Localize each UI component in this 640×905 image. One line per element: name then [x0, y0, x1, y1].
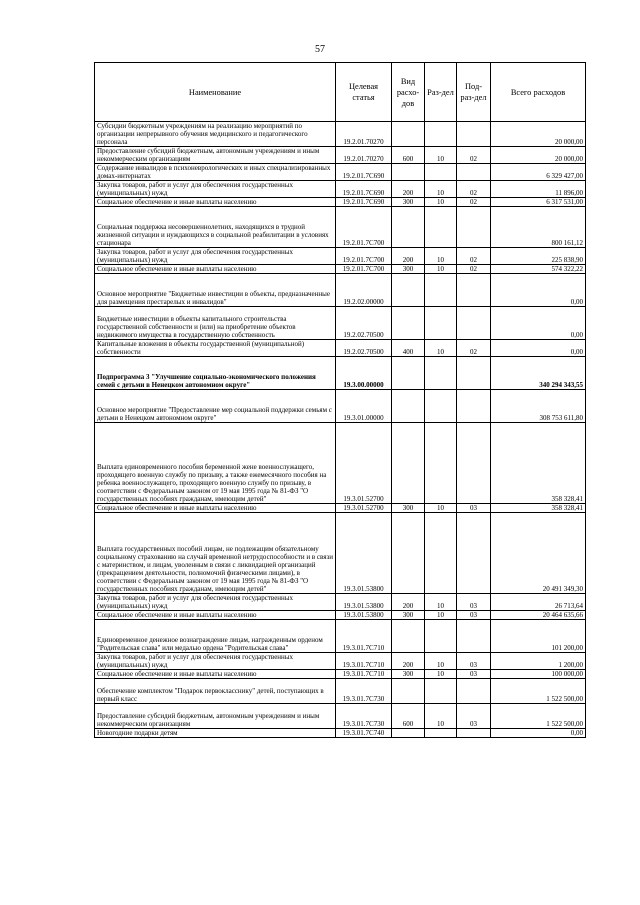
row-target-code: 19.3.01.7С710 — [336, 620, 392, 653]
row-amount: 6 329 427,00 — [491, 164, 586, 181]
row-section — [425, 729, 457, 738]
row-expense-kind — [392, 679, 425, 704]
row-amount: 1 522 500,00 — [491, 704, 586, 729]
row-subsection: 02 — [457, 181, 491, 198]
row-section: 10 — [425, 670, 457, 679]
row-target-code: 19.3.01.53800 — [336, 611, 392, 620]
table-row — [95, 207, 586, 248]
table-row — [95, 198, 586, 207]
page-number: 57 — [315, 44, 325, 55]
row-name: Социальное обеспечение и иные выплаты населению — [95, 198, 336, 207]
row-target-code: 19.2.01.7С690 — [336, 181, 392, 198]
row-name: Предоставление субсидий бюджетным, автономным учреждениям и иным некоммерческим организациям — [95, 704, 336, 729]
budget-table — [94, 62, 586, 738]
row-expense-kind — [392, 207, 425, 248]
row-target-code: 19.2.01.7С700 — [336, 207, 392, 248]
row-amount: 0,00 — [491, 274, 586, 307]
row-name: Капитальные вложения в объекты государственной (муниципальной) собственности — [95, 340, 336, 357]
row-section — [425, 307, 457, 340]
row-target-code: 19.3.01.00000 — [336, 390, 392, 423]
row-expense-kind — [392, 513, 425, 594]
row-subsection — [457, 274, 491, 307]
row-expense-kind: 200 — [392, 594, 425, 611]
row-target-code: 19.3.01.7С730 — [336, 679, 392, 704]
table-row — [95, 620, 586, 653]
table-row — [95, 390, 586, 423]
row-target-code: 19.3.01.53800 — [336, 513, 392, 594]
row-expense-kind — [392, 164, 425, 181]
row-amount: 0,00 — [491, 729, 586, 738]
header-target: Целевая статья — [336, 63, 392, 122]
row-section: 10 — [425, 265, 457, 274]
row-expense-kind: 600 — [392, 147, 425, 164]
row-name: Закупка товаров, работ и услуг для обеспечения государственных (муниципальных) нужд — [95, 181, 336, 198]
row-expense-kind: 300 — [392, 611, 425, 620]
row-subsection: 02 — [457, 340, 491, 357]
row-expense-kind — [392, 274, 425, 307]
row-section — [425, 207, 457, 248]
row-amount: 11 896,00 — [491, 181, 586, 198]
row-subsection: 02 — [457, 265, 491, 274]
row-amount: 26 713,64 — [491, 594, 586, 611]
row-name: Субсидии бюджетным учреждениям на реализацию мероприятий по организации непрерывного обучения медицинского и педагогического персонала — [95, 122, 336, 147]
row-name: Основное мероприятие "Предоставление мер социальной поддержки семьям с детьми в Ненецком автономном округе" — [95, 390, 336, 423]
row-target-code: 19.2.01.7С690 — [336, 164, 392, 181]
row-name: Содержание инвалидов в психоневрологических и иных специализированных домах-интернатах — [95, 164, 336, 181]
table-row — [95, 729, 586, 738]
row-name: Социальная поддержка несовершеннолетних, находящихся в трудной жизненной ситуации и нуждающихся в социальной реабилитации в условиях стационара — [95, 207, 336, 248]
row-section — [425, 620, 457, 653]
row-section — [425, 122, 457, 147]
row-subsection — [457, 513, 491, 594]
table-row — [95, 274, 586, 307]
row-amount: 308 753 611,80 — [491, 390, 586, 423]
row-section — [425, 513, 457, 594]
row-target-code: 19.2.01.7С700 — [336, 248, 392, 265]
row-section: 10 — [425, 181, 457, 198]
table-row — [95, 704, 586, 729]
table-row — [95, 611, 586, 620]
row-subsection: 02 — [457, 248, 491, 265]
row-name: Единовременное денежное вознаграждение лицам, награжденным орденом "Родительская слава" или медалью ордена "Родительская слава" — [95, 620, 336, 653]
row-name: Бюджетные инвестиции в объекты капитального строительства государственной собственности и (или) на приобретение объектов недвижимого имущества в государственную собственность — [95, 307, 336, 340]
table-row — [95, 423, 586, 504]
row-name: Выплата государственных пособий лицам, не подлежащим обязательному социальному страхованию на случай временной нетрудоспособности и в связи с материнством, и лицам, уволенным в связи с ликвидацией организаций (прекращением деятельности, полномочий физическими лицами), в соответствии с Федеральным законом от 19 мая 1995 года № 81-ФЗ "О государственных пособиях гражданам, имеющим детей" — [95, 513, 336, 594]
row-amount: 0,00 — [491, 307, 586, 340]
row-amount: 340 294 343,55 — [491, 357, 586, 390]
table-row — [95, 307, 586, 340]
row-subsection — [457, 423, 491, 504]
row-section — [425, 679, 457, 704]
row-target-code: 19.2.01.7С700 — [336, 265, 392, 274]
row-amount: 20 464 635,66 — [491, 611, 586, 620]
row-target-code: 19.2.01.7С690 — [336, 198, 392, 207]
row-amount: 358 328,41 — [491, 423, 586, 504]
row-target-code: 19.3.01.7С740 — [336, 729, 392, 738]
row-expense-kind — [392, 122, 425, 147]
row-subsection — [457, 122, 491, 147]
row-section: 10 — [425, 704, 457, 729]
row-target-code: 19.3.01.7С710 — [336, 653, 392, 670]
row-section: 10 — [425, 504, 457, 513]
header-name: Наименование — [95, 63, 336, 122]
table-row — [95, 679, 586, 704]
row-target-code: 19.3.00.00000 — [336, 357, 392, 390]
row-amount: 800 161,12 — [491, 207, 586, 248]
row-section: 10 — [425, 653, 457, 670]
row-target-code: 19.3.01.7С710 — [336, 670, 392, 679]
row-amount: 225 838,90 — [491, 248, 586, 265]
row-expense-kind — [392, 620, 425, 653]
row-subsection — [457, 620, 491, 653]
row-amount: 20 000,00 — [491, 122, 586, 147]
table-row — [95, 340, 586, 357]
row-section: 10 — [425, 198, 457, 207]
row-amount: 20 000,00 — [491, 147, 586, 164]
row-expense-kind: 200 — [392, 181, 425, 198]
row-section — [425, 164, 457, 181]
row-subsection: 03 — [457, 704, 491, 729]
row-section: 10 — [425, 611, 457, 620]
table-row — [95, 122, 586, 147]
row-target-code: 19.3.01.53800 — [336, 594, 392, 611]
row-section: 10 — [425, 594, 457, 611]
row-subsection — [457, 357, 491, 390]
row-amount: 1 200,00 — [491, 653, 586, 670]
row-subsection — [457, 307, 491, 340]
table-row — [95, 653, 586, 670]
row-target-code: 19.2.02.70500 — [336, 307, 392, 340]
row-expense-kind — [392, 423, 425, 504]
row-subsection — [457, 207, 491, 248]
row-amount: 574 322,22 — [491, 265, 586, 274]
row-target-code: 19.3.01.52700 — [336, 423, 392, 504]
row-expense-kind: 300 — [392, 670, 425, 679]
row-section — [425, 390, 457, 423]
row-section — [425, 274, 457, 307]
header-section: Раз-дел — [425, 63, 457, 122]
row-subsection: 03 — [457, 670, 491, 679]
row-expense-kind — [392, 729, 425, 738]
row-subsection — [457, 164, 491, 181]
row-name: Социальное обеспечение и иные выплаты населению — [95, 265, 336, 274]
table-row — [95, 670, 586, 679]
row-name: Предоставление субсидий бюджетным, автономным учреждениям и иным некоммерческим организациям — [95, 147, 336, 164]
row-expense-kind: 200 — [392, 653, 425, 670]
row-name: Закупка товаров, работ и услуг для обеспечения государственных (муниципальных) нужд — [95, 248, 336, 265]
row-expense-kind: 300 — [392, 504, 425, 513]
row-name: Закупка товаров, работ и услуг для обеспечения государственных (муниципальных) нужд — [95, 594, 336, 611]
header-kind: Вид расхо-дов — [392, 63, 425, 122]
row-amount: 1 522 500,00 — [491, 679, 586, 704]
row-target-code: 19.3.01.7С730 — [336, 704, 392, 729]
header-subsection: Под-раз-дел — [457, 63, 491, 122]
row-amount: 20 491 349,30 — [491, 513, 586, 594]
row-amount: 6 317 531,00 — [491, 198, 586, 207]
table-row — [95, 265, 586, 274]
row-subsection: 03 — [457, 653, 491, 670]
table-row — [95, 504, 586, 513]
row-subsection: 03 — [457, 504, 491, 513]
row-subsection — [457, 390, 491, 423]
table-header — [95, 63, 586, 122]
row-name: Подпрограмма 3 "Улучшение социально-экономического положения семей с детьми в Ненецком автономном округе" — [95, 357, 336, 390]
row-target-code: 19.2.02.00000 — [336, 274, 392, 307]
row-section — [425, 423, 457, 504]
table-row — [95, 248, 586, 265]
row-target-code: 19.2.01.70270 — [336, 147, 392, 164]
row-section: 10 — [425, 248, 457, 265]
row-target-code: 19.2.01.70270 — [336, 122, 392, 147]
row-subsection: 03 — [457, 594, 491, 611]
row-subsection: 02 — [457, 198, 491, 207]
table-row — [95, 147, 586, 164]
table-row — [95, 513, 586, 594]
row-expense-kind: 300 — [392, 198, 425, 207]
row-section: 10 — [425, 340, 457, 357]
row-target-code: 19.2.02.70500 — [336, 340, 392, 357]
header-total: Всего расходов — [491, 63, 586, 122]
row-amount: 358 328,41 — [491, 504, 586, 513]
row-name: Социальное обеспечение и иные выплаты населению — [95, 504, 336, 513]
table-row — [95, 164, 586, 181]
row-name: Социальное обеспечение и иные выплаты населению — [95, 611, 336, 620]
table-row — [95, 181, 586, 198]
row-amount: 100 000,00 — [491, 670, 586, 679]
row-name: Выплата единовременного пособия беременной жене военнослужащего, проходящего военную службу по призыву, а также ежемесячного пособия на ребенка военнослужащего, проходящего военную службу по призыву, в соответствии с Федеральным законом от 19 мая 1995 года № 81-ФЗ "О государственных пособиях гражданам, имеющим детей" — [95, 423, 336, 504]
row-amount: 0,00 — [491, 340, 586, 357]
row-name: Новогодние подарки детям — [95, 729, 336, 738]
row-expense-kind: 200 — [392, 248, 425, 265]
row-subsection: 03 — [457, 611, 491, 620]
row-expense-kind — [392, 307, 425, 340]
row-name: Закупка товаров, работ и услуг для обеспечения государственных (муниципальных) нужд — [95, 653, 336, 670]
row-target-code: 19.3.01.52700 — [336, 504, 392, 513]
row-expense-kind: 400 — [392, 340, 425, 357]
row-expense-kind — [392, 357, 425, 390]
table-body — [95, 122, 586, 738]
row-section — [425, 357, 457, 390]
row-expense-kind — [392, 390, 425, 423]
row-expense-kind: 600 — [392, 704, 425, 729]
row-subsection: 02 — [457, 147, 491, 164]
row-subsection — [457, 729, 491, 738]
table-row — [95, 594, 586, 611]
table-row — [95, 357, 586, 390]
row-amount: 101 200,00 — [491, 620, 586, 653]
row-name: Обеспечение комплектом "Подарок первокласснику" детей, поступающих в первый класс — [95, 679, 336, 704]
row-section: 10 — [425, 147, 457, 164]
row-subsection — [457, 679, 491, 704]
row-expense-kind: 300 — [392, 265, 425, 274]
row-name: Основное мероприятие "Бюджетные инвестиции в объекты, предназначенные для размещения престарелых и инвалидов" — [95, 274, 336, 307]
row-name: Социальное обеспечение и иные выплаты населению — [95, 670, 336, 679]
